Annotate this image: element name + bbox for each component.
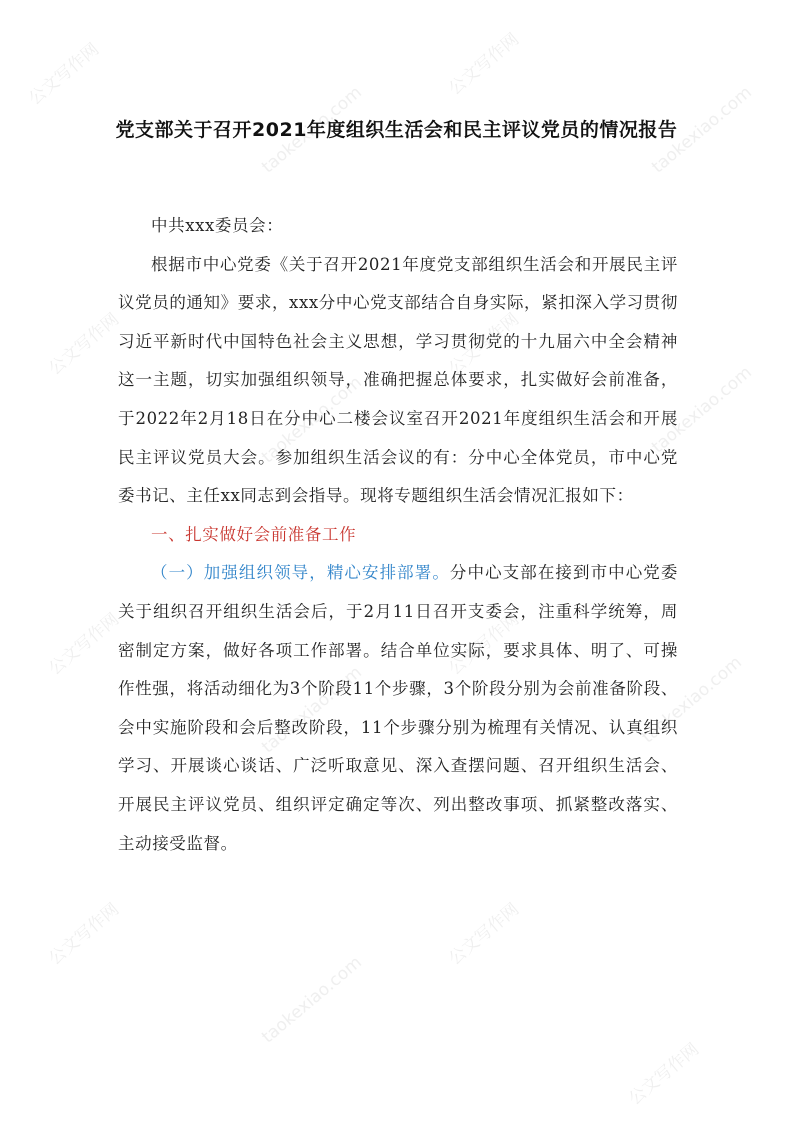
section-heading: 一、扎实做好会前准备工作 [151, 524, 357, 544]
watermark: taokexiao.com [258, 662, 366, 758]
watermark: taokexiao.com [258, 82, 366, 178]
paragraph [118, 554, 678, 863]
subsection-text: 分中心支部在接到市中心党委关于组织召开组织生活会后，于2月11日召开支委会，注重科学统筹，周密制定方案，做好各项工作部署。结合单位实际，要求具体、明了、可操作性强，将活动细化为3个阶段11个步骤，3个阶段分别为会前准备阶段、会中实施阶段和会后整改阶段，11个步骤分别为梳理有关情况、认真组织学习、开展谈心谈话、广泛听取意见、深入查摆问题、召开组织生活会、开展民主评议党员、组织评定确定等次、列出整改事项、抓紧整改落实、主动接受监督。 [118, 563, 678, 853]
watermark: 公文写作网 [445, 899, 524, 970]
subsection-heading: （一）加强组织领导，精心安排部署。 [151, 563, 450, 583]
watermark: 公文写作网 [25, 39, 104, 110]
watermark: taokexiao.com [648, 362, 756, 458]
watermark: 公文写作网 [45, 609, 124, 680]
watermark: taokexiao.com [648, 82, 756, 178]
watermark: taokexiao.com [258, 952, 366, 1048]
watermark: 公文写作网 [445, 609, 524, 680]
watermark: 公文写作网 [625, 1039, 704, 1110]
paragraph: 根据市中心党委《关于召开2021年度党支部组织生活会和开展民主评议党员的通知》要求，xxx分中心党支部结合自身实际，紧扣深入学习贯彻习近平新时代中国特色社会主义思想，学习贯彻党的十九届六中全会精神这一主题，切实加强组织领导，准确把握总体要求，扎实做好会前准备，于2022年2月18日在分中心二楼会议室召开2021年度组织生活会和开展民主评议党员大会。参加组织生活会议的有：分中心全体党员，市中心党委书记、主任xx同志到会指导。现将专题组织生活会情况汇报如下： [118, 254, 678, 506]
watermark: 公文写作网 [45, 309, 124, 380]
watermark: 公文写作网 [45, 899, 124, 970]
watermark: 公文写作网 [445, 309, 524, 380]
salutation: 中共xxx委员会： [151, 216, 284, 235]
document-body [118, 207, 678, 863]
document-title: 党支部关于召开2021年度组织生活会和民主评议党员的情况报告 [115, 119, 678, 141]
watermark: taokexiao.com [638, 652, 746, 748]
watermark: taokexiao.com [258, 372, 366, 468]
watermark: 公文写作网 [445, 29, 524, 100]
